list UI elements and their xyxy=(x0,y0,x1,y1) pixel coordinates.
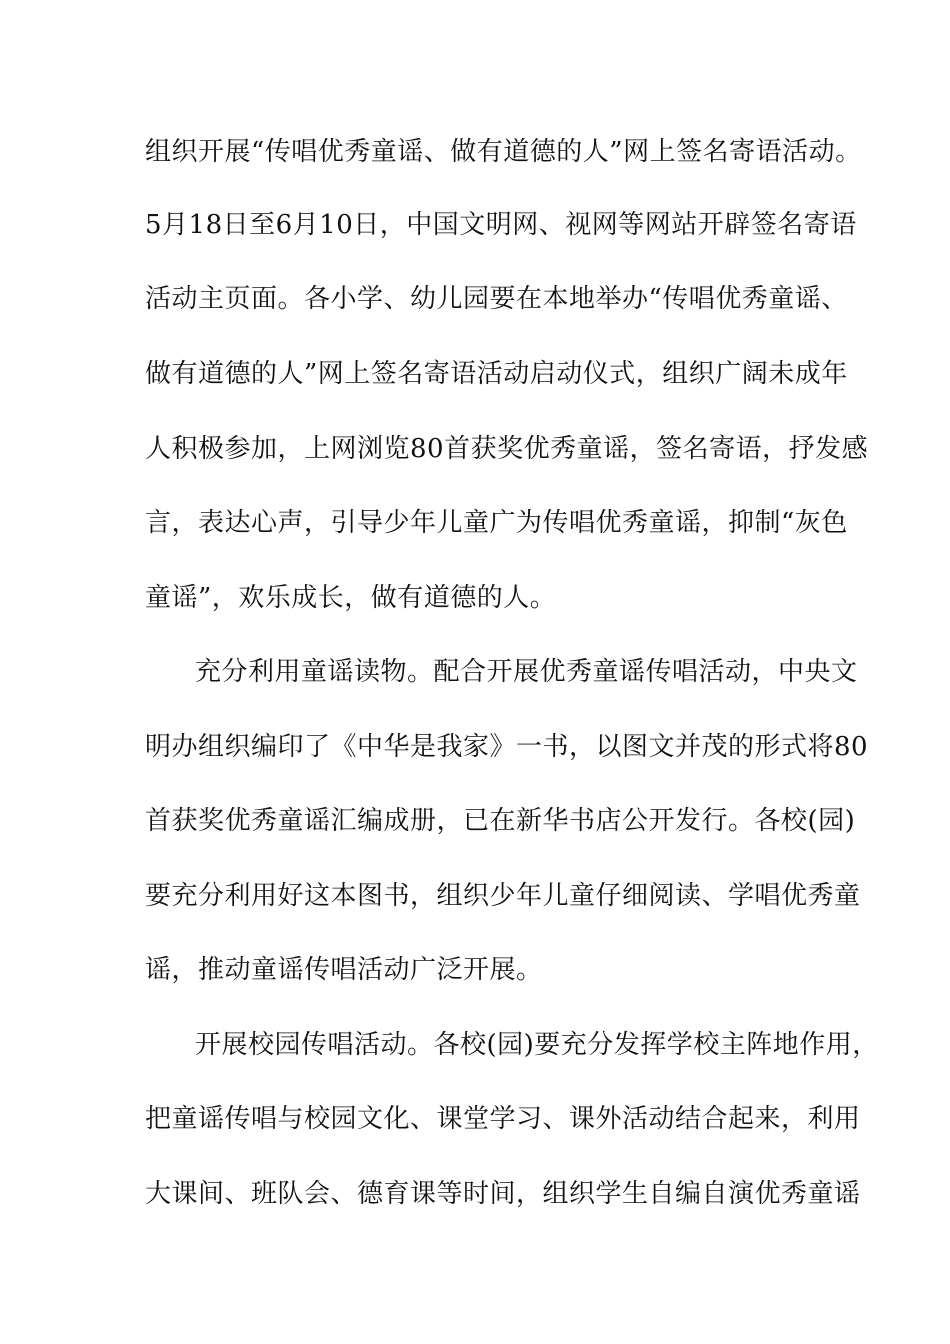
text-line: 组织开展“传唱优秀童谣、做有道德的人”网上签名寄语活动。 xyxy=(145,137,862,167)
text-line: 言，表达心声，引导少年儿童广为传唱优秀童谣，抑制“灰色 xyxy=(145,508,848,538)
text-line: 明办组织编印了《中华是我家》一书，以图文并茂的形式将80 xyxy=(145,732,869,762)
paragraph-first-line: 充分利用童谣读物。配合开展优秀童谣传唱活动，中央文 xyxy=(195,657,858,687)
text-line: 童谣”，欢乐成长，做有道德的人。 xyxy=(145,583,557,613)
text-line: 活动主页面。各小学、幼儿园要在本地举办“传唱优秀童谣、 xyxy=(145,284,848,314)
text-line: 5月18日至6月10日，中国文明网、视网等网站开辟签名寄语 xyxy=(145,210,857,240)
text-line: 把童谣传唱与校园文化、课堂学习、课外活动结合起来，利用 xyxy=(145,1104,861,1134)
text-line: 人积极参加，上网浏览80首获奖优秀童谣，签名寄语，抒发感 xyxy=(145,434,869,464)
text-line: 首获奖优秀童谣汇编成册，已在新华书店公开发行。各校(园) xyxy=(145,806,856,836)
text-line: 谣，推动童谣传唱活动广泛开展。 xyxy=(145,955,543,985)
text-line: 做有道德的人”网上签名寄语活动启动仪式，组织广阔未成年 xyxy=(145,359,848,389)
text-line: 要充分利用好这本图书，组织少年儿童仔细阅读、学唱优秀童 xyxy=(145,881,861,911)
paragraph-first-line: 开展校园传唱活动。各校(园)要充分发挥学校主阵地作用， xyxy=(195,1030,879,1060)
text-line: 大课间、班队会、德育课等时间，组织学生自编自演优秀童谣 xyxy=(145,1179,861,1209)
